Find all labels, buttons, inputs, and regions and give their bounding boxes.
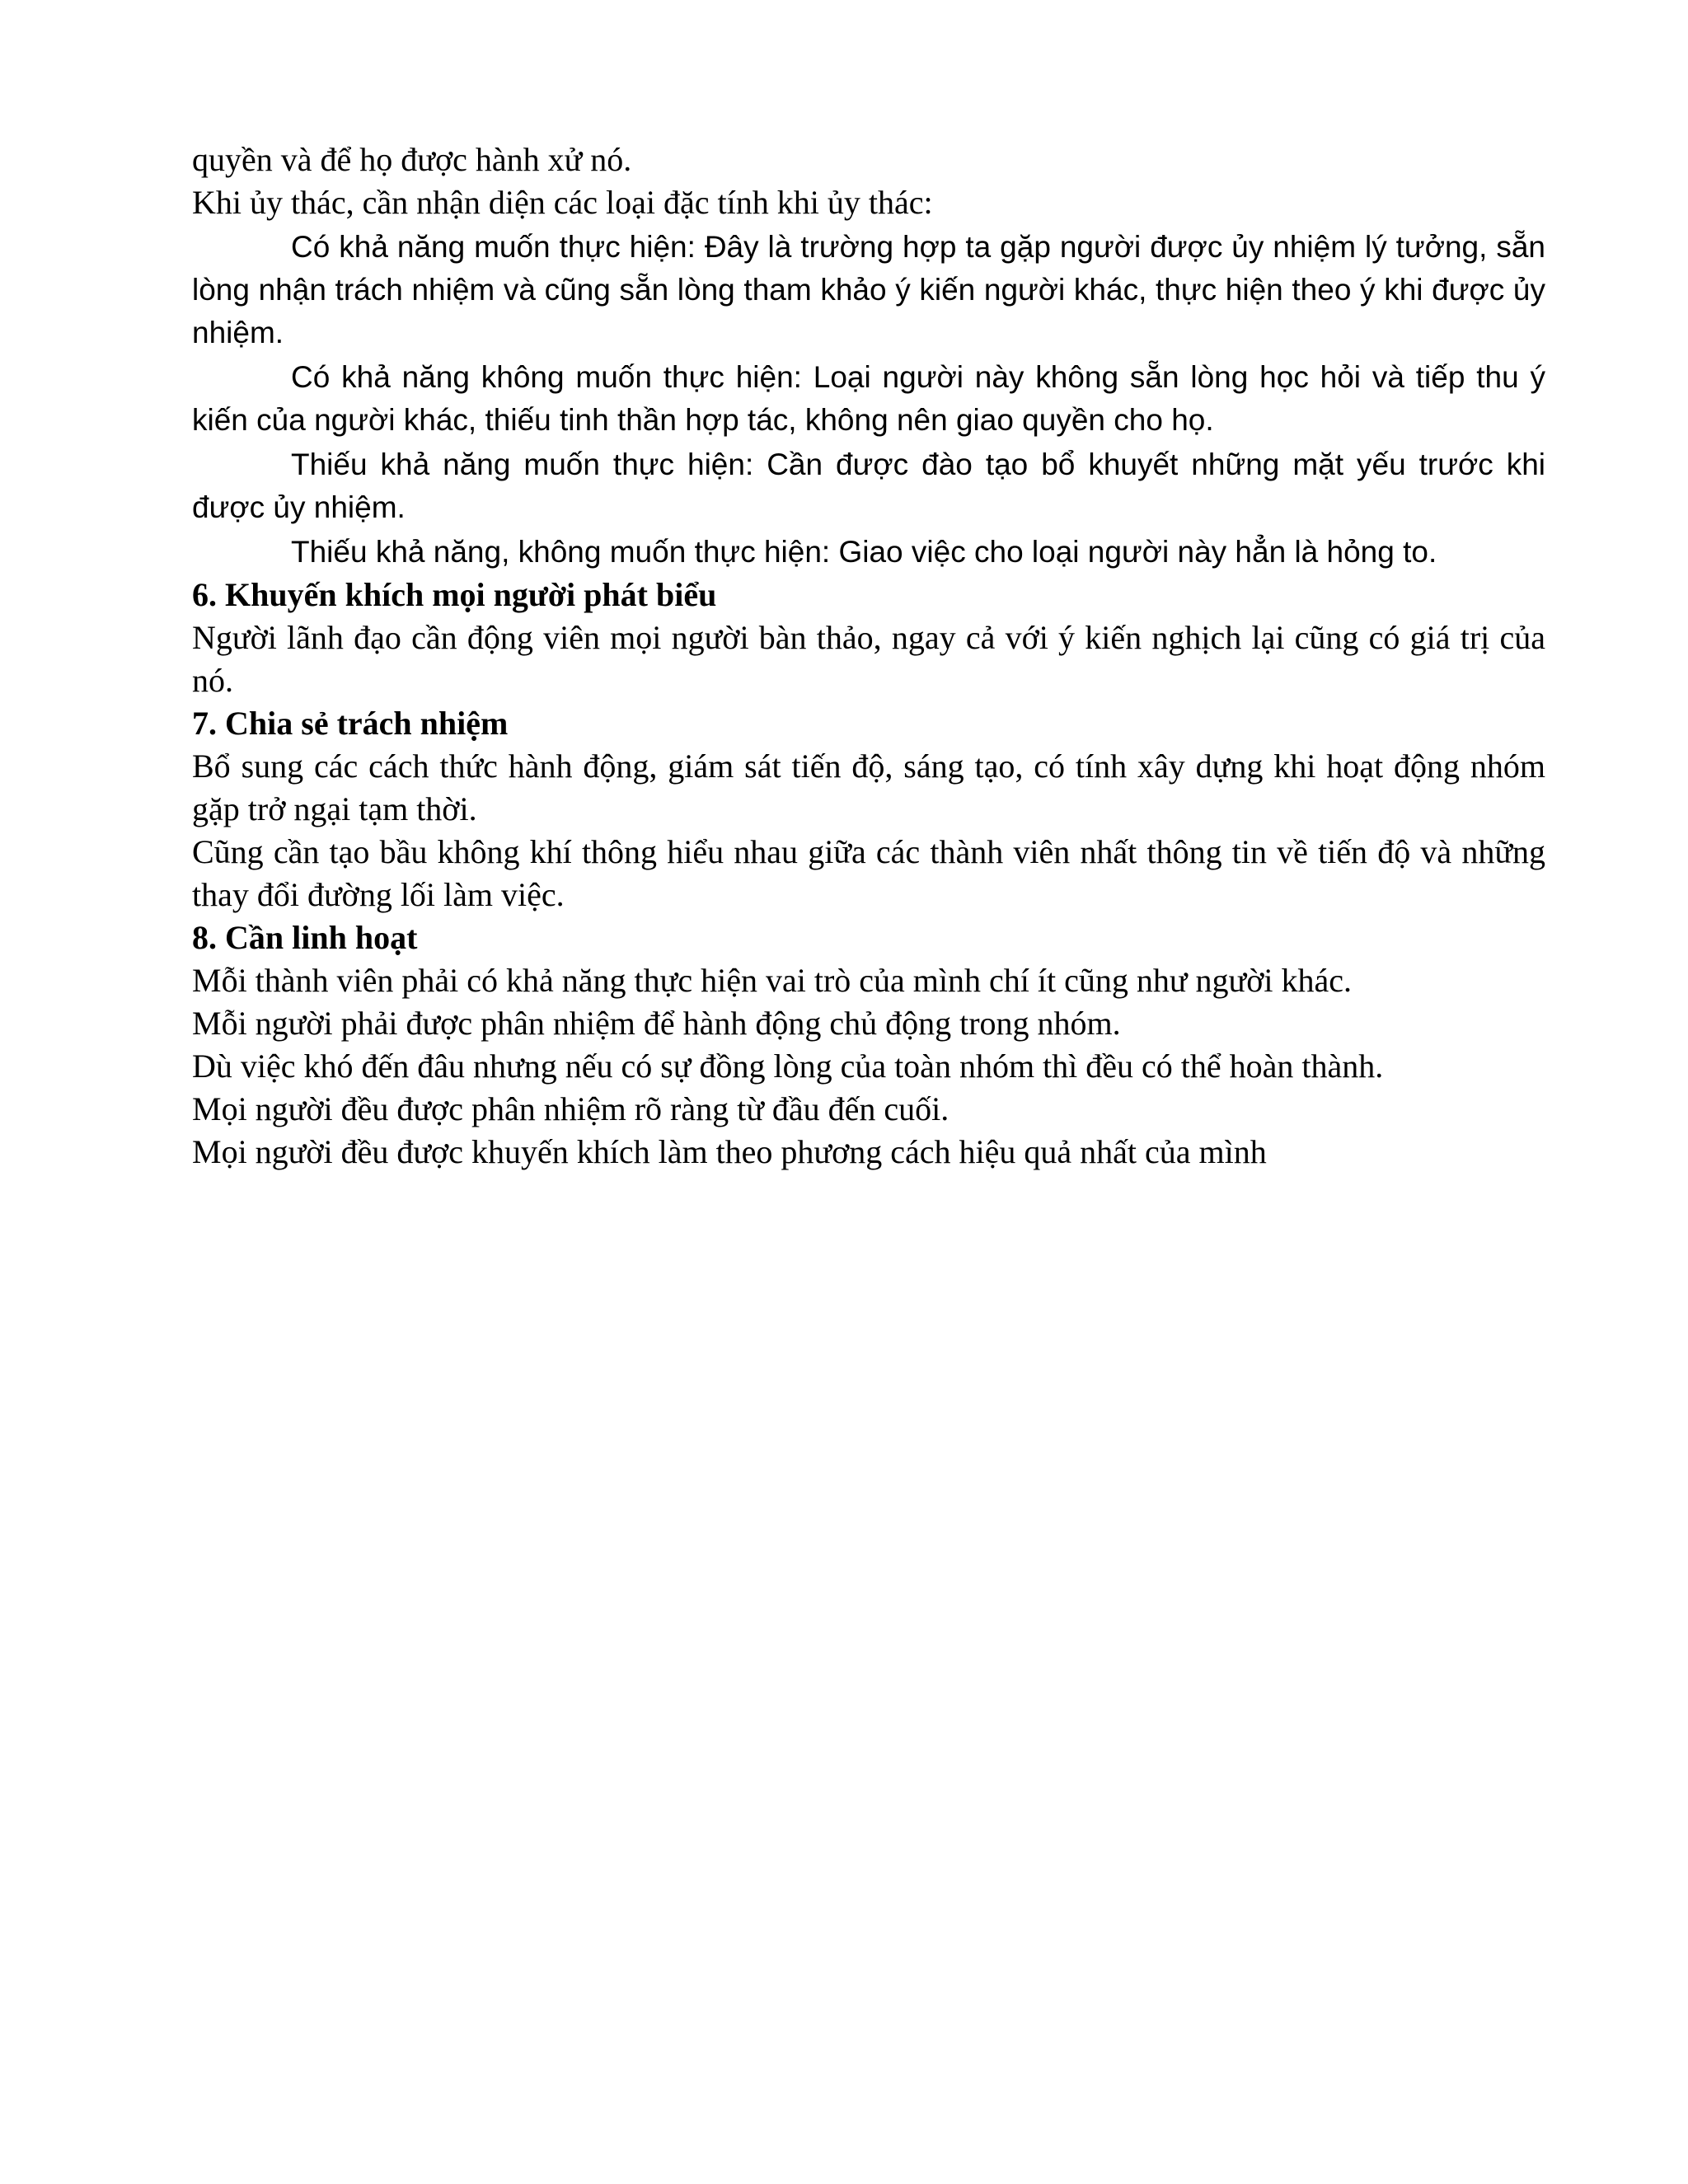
intro-line: quyền và để họ được hành xử nó. bbox=[192, 141, 632, 178]
section-8-paragraph: Dù việc khó đến đâu nhưng nếu có sự đồng lòng của toàn nhóm thì đều có thể hoàn thành. bbox=[192, 1047, 1384, 1085]
section-7-heading: 7. Chia sẻ trách nhiệm bbox=[192, 705, 509, 742]
section-8-paragraph: Mỗi người phải được phân nhiệm để hành động chủ động trong nhóm. bbox=[192, 1005, 1121, 1042]
delegation-type-paragraph: Có khả năng muốn thực hiện: Đây là trường hợp ta gặp người được ủy nhiệm lý tưởng, sẵn lòng nhận trách nhiệm và cũng sẵn lòng tham khảo ý kiến người khác, thực hiện theo ý khi được ủy nhiệm. bbox=[192, 230, 1545, 349]
section-7-paragraph: Bổ sung các cách thức hành động, giám sát tiến độ, sáng tạo, có tính xây dựng khi hoạt động nhóm gặp trở ngại tạm thời. bbox=[192, 748, 1545, 827]
section-8-paragraph: Mọi người đều được phân nhiệm rõ ràng từ đầu đến cuối. bbox=[192, 1090, 950, 1127]
intro-line: Khi ủy thác, cần nhận diện các loại đặc tính khi ủy thác: bbox=[192, 184, 933, 221]
section-8-paragraph: Mọi người đều được khuyến khích làm theo phương cách hiệu quả nhất của mình bbox=[192, 1133, 1267, 1170]
delegation-type-paragraph: Thiếu khả năng, không muốn thực hiện: Giao việc cho loại người này hẳn là hỏng to. bbox=[291, 535, 1437, 569]
section-6-heading: 6. Khuyến khích mọi người phát biểu bbox=[192, 576, 717, 613]
section-6-paragraph: Người lãnh đạo cần động viên mọi người bàn thảo, ngay cả với ý kiến nghịch lại cũng có giá trị của nó. bbox=[192, 619, 1545, 699]
document-body bbox=[192, 138, 1545, 1174]
section-7-paragraph: Cũng cần tạo bầu không khí thông hiểu nhau giữa các thành viên nhất thông tin về tiến độ và những thay đổi đường lối làm việc. bbox=[192, 833, 1545, 913]
section-8-paragraph: Mỗi thành viên phải có khả năng thực hiện vai trò của mình chí ít cũng như người khác. bbox=[192, 962, 1352, 999]
delegation-type-paragraph: Thiếu khả năng muốn thực hiện: Cần được đào tạo bổ khuyết những mặt yếu trước khi được ủy nhiệm. bbox=[192, 448, 1545, 524]
section-8-heading: 8. Cần linh hoạt bbox=[192, 919, 418, 956]
delegation-type-paragraph: Có khả năng không muốn thực hiện: Loại người này không sẵn lòng học hỏi và tiếp thu ý kiến của người khác, thiếu tinh thần hợp tác, không nên giao quyền cho họ. bbox=[192, 360, 1545, 437]
